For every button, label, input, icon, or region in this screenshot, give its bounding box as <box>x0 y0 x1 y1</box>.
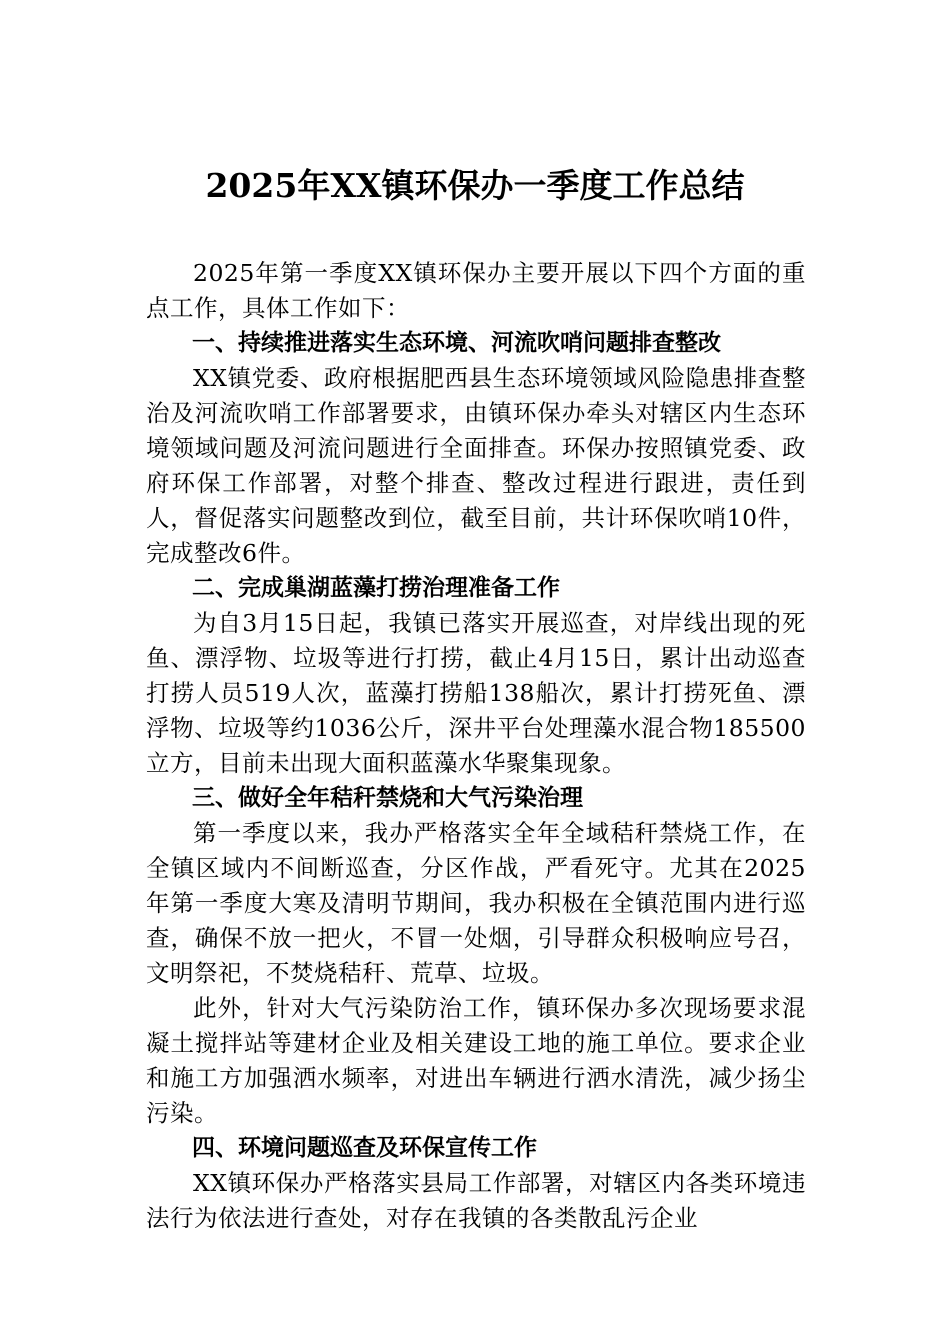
section-1-heading: 一、持续推进落实生态环境、河流吹哨问题排查整改 <box>192 330 721 356</box>
document-body <box>146 256 806 1236</box>
section-4-heading: 四、环境问题巡查及环保宣传工作 <box>192 1135 537 1161</box>
section-3-heading: 三、做好全年秸秆禁烧和大气污染治理 <box>192 785 583 811</box>
section-4-paragraph-1: XX镇环保办严格落实县局工作部署，对辖区内各类环境违法行为依法进行查处，对存在我镇的各类散乱污企业 <box>146 1169 806 1232</box>
section-1-paragraph-1: XX镇党委、政府根据肥西县生态环境领域风险隐患排查整治及河流吹哨工作部署要求，由镇环保办牵头对辖区内生态环境领域问题及河流问题进行全面排查。环保办按照镇党委、政府环保工作部署，对整个排查、整改过程进行跟进，责任到人，督促落实问题整改到位，截至目前，共计环保吹哨10件，完成整改6件。 <box>146 364 806 567</box>
section-2-paragraph-1: 为自3月15日起，我镇已落实开展巡查，对岸线出现的死鱼、漂浮物、垃圾等进行打捞，截止4月15日，累计出动巡查打捞人员519人次，蓝藻打捞船138船次，累计打捞死鱼、漂浮物、垃圾等约1036公斤，深井平台处理藻水混合物185500立方，目前未出现大面积蓝藻水华聚集现象。 <box>146 609 806 777</box>
document-title: 2025年XX镇环保办一季度工作总结 <box>205 166 745 205</box>
section-3-paragraph-2: 此外，针对大气污染防治工作，镇环保办多次现场要求混凝土搅拌站等建材企业及相关建设工地的施工单位。要求企业和施工方加强洒水频率，对进出车辆进行洒水清洗，减少扬尘污染。 <box>146 994 806 1127</box>
intro-paragraph: 2025年第一季度XX镇环保办主要开展以下四个方面的重点工作，具体工作如下： <box>146 259 806 322</box>
section-2-heading: 二、完成巢湖蓝藻打捞治理准备工作 <box>192 575 560 601</box>
section-3-paragraph-1: 第一季度以来，我办严格落实全年全域秸秆禁烧工作，在全镇区域内不间断巡查，分区作战，严看死守。尤其在2025年第一季度大寒及清明节期间，我办积极在全镇范围内进行巡查，确保不放一把火，不冒一处烟，引导群众积极响应号召，文明祭祀，不焚烧秸秆、荒草、垃圾。 <box>146 819 806 987</box>
